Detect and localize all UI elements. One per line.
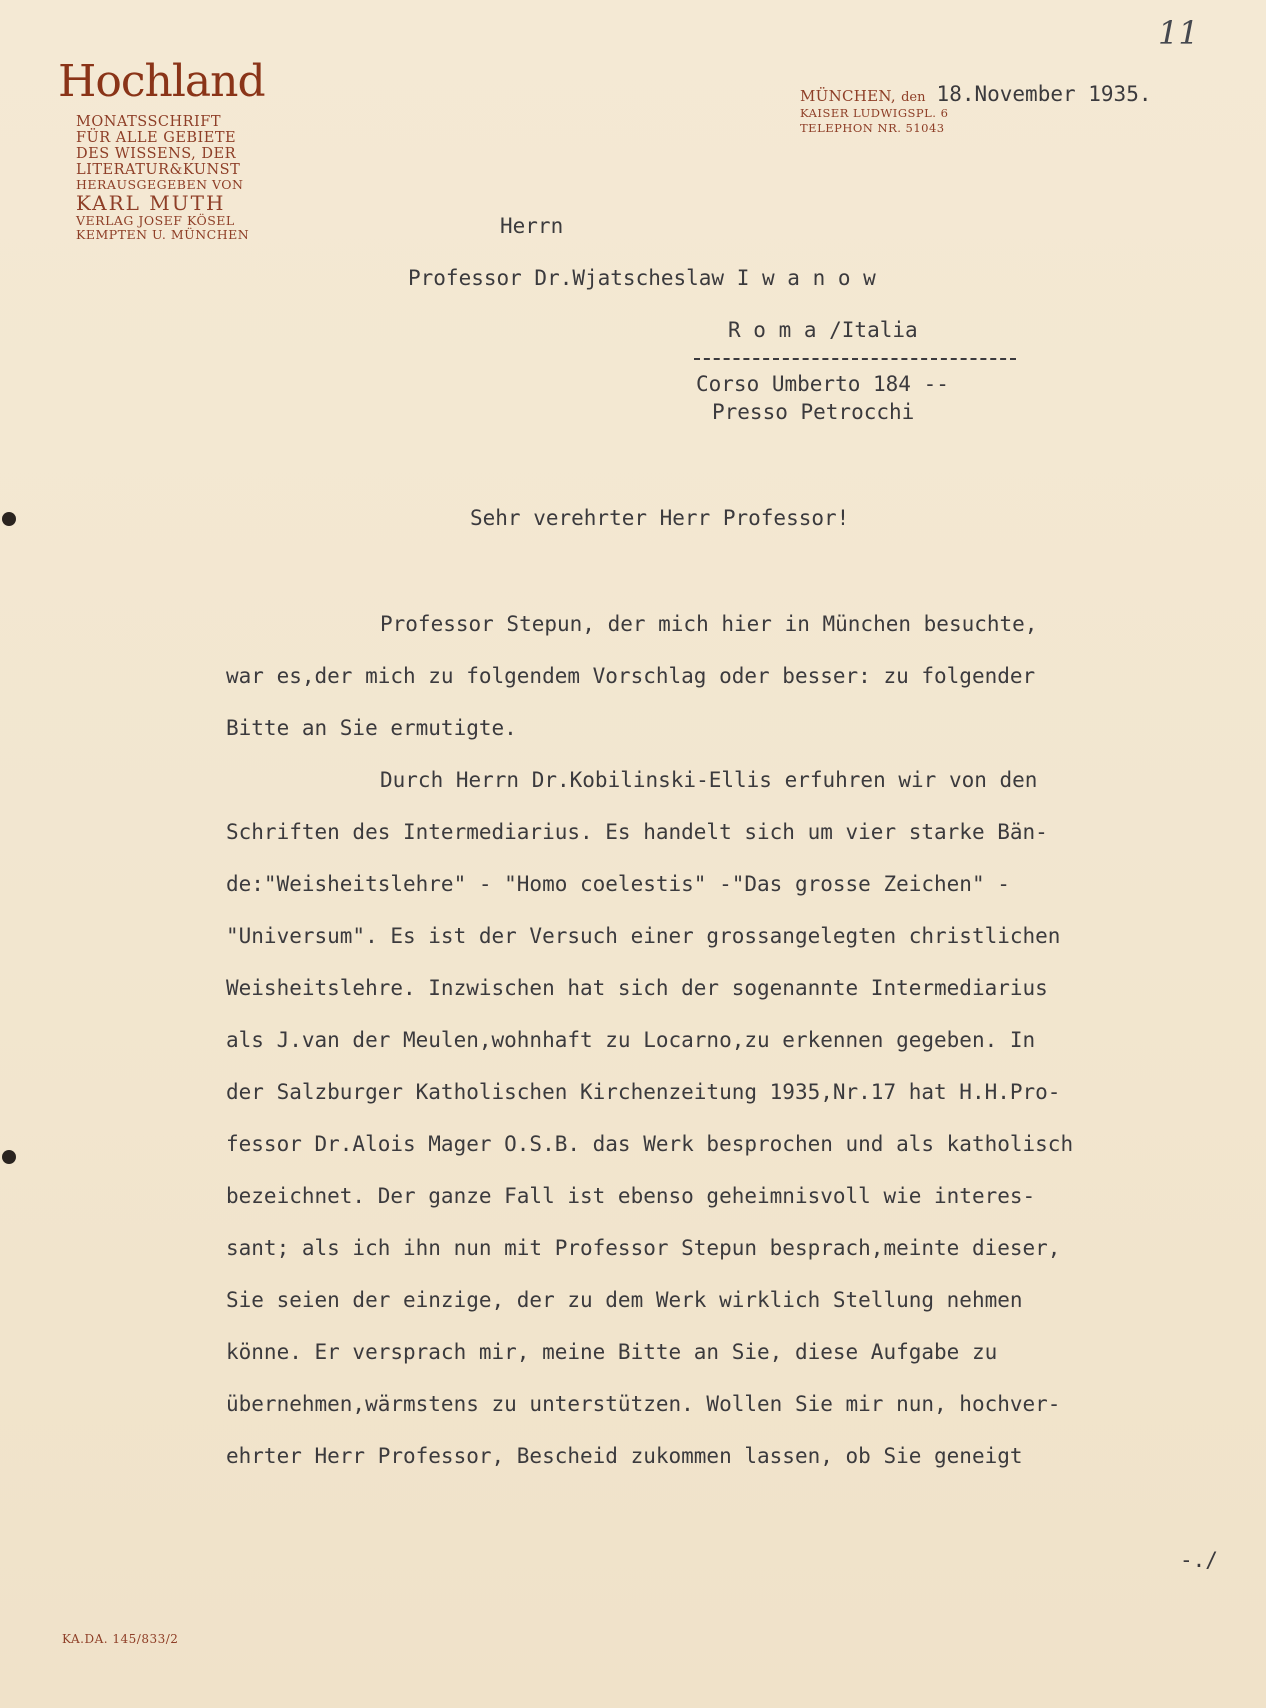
letterhead-editor: KARL MUTH xyxy=(76,191,226,215)
punch-hole xyxy=(2,512,16,526)
address-line: KAISER LUDWIGSPL. 6 xyxy=(800,106,949,120)
body-line: Bitte an Sie ermutigte. xyxy=(226,716,517,740)
letter-date: 18.November 1935. xyxy=(936,82,1152,106)
body-line: der Salzburger Katholischen Kirchenzeitung 1935,Nr.17 hat H.H.Pro- xyxy=(226,1080,1061,1104)
page-number: 11 xyxy=(1158,14,1199,52)
letterhead-line: LITERATUR&KUNST xyxy=(76,162,241,178)
recipient-city: R o m a /Italia xyxy=(728,318,918,342)
recipient-street: Corso Umberto 184 -- xyxy=(696,372,949,396)
body-line: "Universum". Es ist der Versuch einer grossangelegten christlichen xyxy=(226,924,1061,948)
archive-reference: KA.DA. 145/833/2 xyxy=(62,1632,179,1646)
body-line: Durch Herrn Dr.Kobilinski-Ellis erfuhren wir von den xyxy=(380,768,1038,792)
body-line: Schriften des Intermediarius. Es handelt sich um vier starke Bän- xyxy=(226,820,1048,844)
body-line: war es,der mich zu folgendem Vorschlag oder besser: zu folgender xyxy=(226,664,1036,688)
letterhead-line: HERAUSGEGEBEN VON xyxy=(76,177,244,192)
letterhead-line: KEMPTEN U. MÜNCHEN xyxy=(76,227,250,242)
body-line: übernehmen,wärmstens zu unterstützen. Wollen Sie mir nun, hochver- xyxy=(226,1392,1061,1416)
body-line: Professor Stepun, der mich hier in München besuchte, xyxy=(380,612,1038,636)
letterhead xyxy=(58,58,288,242)
body-line: bezeichnet. Der ganze Fall ist ebenso geheimnisvoll wie interes- xyxy=(226,1184,1036,1208)
letter-greeting: Sehr verehrter Herr Professor! xyxy=(470,506,850,530)
letterhead-brand: Hochland xyxy=(58,56,265,107)
body-line: könne. Er versprach mir, meine Bitte an Sie, diese Aufgabe zu xyxy=(226,1340,998,1364)
body-line: als J.van der Meulen,wohnhaft zu Locarno,zu erkennen gegeben. In xyxy=(226,1028,1036,1052)
phone-line: TELEPHON NR. 51043 xyxy=(800,121,945,135)
body-line: ehrter Herr Professor, Bescheid zukommen lassen, ob Sie geneigt xyxy=(226,1444,1023,1468)
letterhead-line: FÜR ALLE GEBIETE xyxy=(76,130,237,146)
place-city: MÜNCHEN, xyxy=(800,87,896,105)
punch-hole xyxy=(2,1150,16,1164)
body-line: sant; als ich ihn nun mit Professor Stepun besprach,meinte dieser, xyxy=(226,1236,1061,1260)
letterhead-line: VERLAG JOSEF KÖSEL xyxy=(76,213,235,228)
body-line: Sie seien der einzige, der zu dem Werk wirklich Stellung nehmen xyxy=(226,1288,1023,1312)
letterhead-line: DES WISSENS, DER xyxy=(76,146,237,162)
body-line: fessor Dr.Alois Mager O.S.B. das Werk besprochen und als katholisch xyxy=(226,1132,1074,1156)
place-den: den xyxy=(901,90,926,105)
letterhead-line: MONATSSCHRIFT xyxy=(76,114,222,130)
continuation-mark: -./ xyxy=(1180,1548,1218,1572)
body-line: de:"Weisheitslehre" - "Homo coelestis" -"Das grosse Zeichen" - xyxy=(226,872,1010,896)
recipient-salutation: Herrn xyxy=(500,214,564,238)
body-line: Weisheitslehre. Inzwischen hat sich der sogenannte Intermediarius xyxy=(226,976,1048,1000)
recipient-name: Professor Dr.Wjatscheslaw I w a n o w xyxy=(408,266,876,290)
recipient-care-of: Presso Petrocchi xyxy=(712,400,915,424)
address-underline xyxy=(694,358,1016,360)
place-and-date xyxy=(800,82,1151,136)
